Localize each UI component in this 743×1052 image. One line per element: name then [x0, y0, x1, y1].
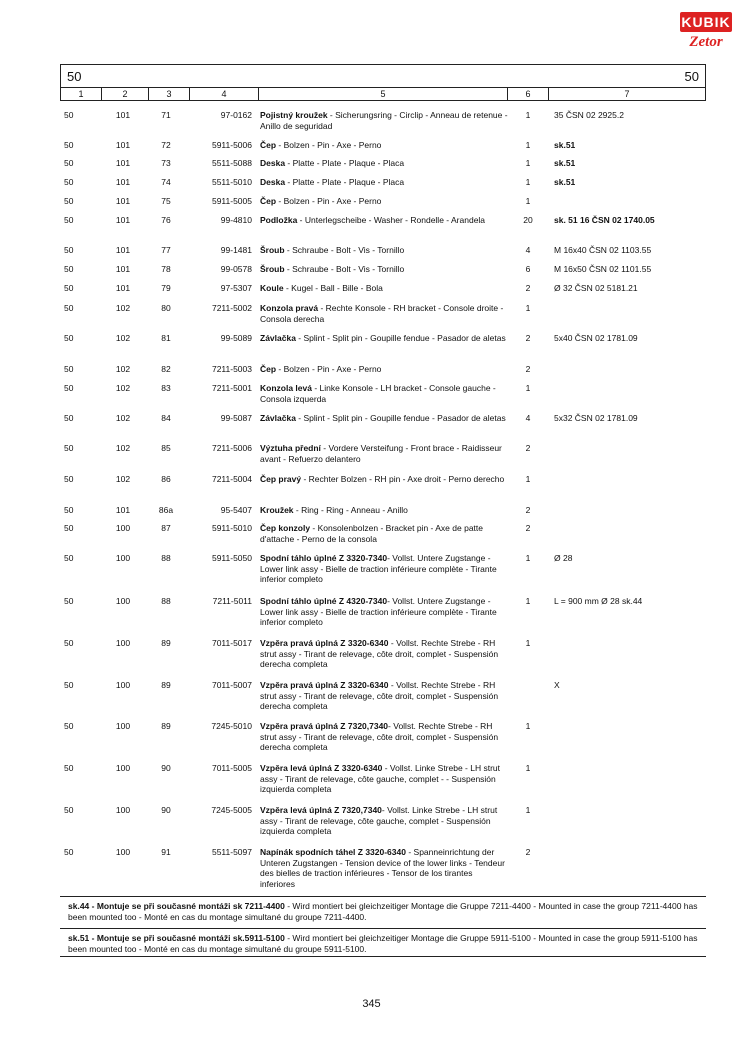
cell-c3: 77 — [161, 245, 171, 255]
cell-c3: 89 — [161, 721, 171, 731]
cell-c1: 50 — [64, 523, 74, 533]
col-header-3: 3 — [149, 88, 190, 100]
cell-c3: 75 — [161, 196, 171, 206]
cell-qty: 1 — [525, 763, 531, 773]
part-name: Kroužek — [260, 505, 294, 515]
cell-qty: 1 — [525, 596, 531, 606]
cell-note — [548, 363, 706, 375]
cell-description — [258, 595, 508, 628]
cell-qty: 1 — [525, 383, 531, 393]
cell-c4: 7211-5004 — [211, 474, 252, 484]
cell-c2: 100 — [115, 847, 131, 857]
cell-description — [258, 846, 508, 889]
cell-c4: 7211-5001 — [211, 383, 252, 393]
col-header-7: 7 — [624, 89, 630, 99]
part-name: Výztuha přední — [260, 443, 321, 453]
part-name: Vzpěra levá úplná Z 3320-6340 — [260, 763, 383, 773]
cell-c4: 99-5089 — [220, 333, 252, 343]
part-translations: - Schraube - Bolt - Vis - Tornillo — [284, 245, 405, 255]
cell-c1: 50 — [64, 805, 74, 815]
cell-c2: 102 — [115, 383, 131, 393]
section-bar — [60, 64, 706, 88]
cell-c4: 5911-5010 — [211, 523, 252, 533]
cell-note: M 16x40 ČSN 02 1103.55 — [554, 245, 652, 255]
cell-c3: 81 — [161, 333, 171, 343]
cell-note — [548, 637, 706, 670]
cell-note — [548, 846, 706, 889]
part-name: Deska — [260, 177, 286, 187]
cell-c1: 50 — [64, 245, 74, 255]
cell-c2: 101 — [115, 264, 131, 274]
table-row — [60, 139, 706, 151]
cell-description — [258, 332, 508, 344]
cell-description — [258, 282, 508, 294]
cell-c4: 5911-5050 — [211, 553, 252, 563]
cell-c4: 7211-5011 — [212, 596, 252, 606]
part-translations: - Rechter Bolzen - RH pin - Axe droit - Perno derecho — [301, 474, 505, 484]
table-row — [60, 473, 706, 485]
cell-c2: 100 — [115, 553, 131, 563]
cell-c3: 88 — [161, 553, 171, 563]
cell-description — [258, 363, 508, 375]
part-name: Čep pravý — [260, 474, 302, 484]
part-name: Napínák spodních táhel Z 3320-6340 — [260, 847, 406, 857]
table-row — [60, 522, 706, 544]
column-header — [60, 88, 706, 101]
cell-qty: 1 — [525, 805, 531, 815]
cell-note — [548, 302, 706, 324]
part-name: Konzola pravá — [260, 303, 319, 313]
cell-note — [548, 762, 706, 795]
cell-c2: 100 — [115, 805, 131, 815]
logo-brand: KUBIK — [681, 14, 731, 30]
part-name: Deska — [260, 158, 286, 168]
table-row — [60, 332, 706, 344]
cell-c3: 87 — [161, 523, 171, 533]
part-translations: - Splint - Split pin - Goupille fendue - Pasador de aletas — [295, 333, 506, 343]
cell-c4: 5511-5097 — [211, 847, 252, 857]
cell-c1: 50 — [64, 413, 74, 423]
cell-c4: 99-4810 — [220, 215, 252, 225]
cell-c3: 73 — [161, 158, 171, 168]
table-row — [60, 762, 706, 795]
cell-c2: 100 — [115, 680, 131, 690]
cell-c3: 86 — [161, 474, 171, 484]
cell-description — [258, 157, 508, 169]
cell-c1: 50 — [64, 443, 74, 453]
cell-c4: 7211-5003 — [211, 364, 252, 374]
cell-description — [258, 504, 508, 516]
col-header-6: 6 — [508, 88, 549, 100]
cell-description — [258, 214, 508, 226]
cell-c2: 101 — [115, 196, 131, 206]
part-translations: - Bolzen - Pin - Axe - Perno — [276, 140, 382, 150]
cell-c1: 50 — [64, 383, 74, 393]
part-name: Čep konzoly — [260, 523, 311, 533]
cell-note: X — [554, 680, 560, 690]
cell-c3: 82 — [161, 364, 171, 374]
cell-c4: 7011-5017 — [211, 638, 252, 648]
cell-c1: 50 — [64, 264, 74, 274]
footnote-text: - Wird montiert bei gleichzeitiger Montage die Gruppe 7211-4400 - Mounted in case the group 7211-4400 has been mounted too - Monté en cas du montage simultané du groupe 7211-4400. — [68, 901, 698, 922]
footnote — [60, 928, 706, 957]
cell-description — [258, 382, 508, 404]
cell-c1: 50 — [64, 215, 74, 225]
part-name: Konzola levá — [260, 383, 312, 393]
col-header-1: 1 — [61, 88, 102, 100]
cell-c2: 100 — [115, 721, 131, 731]
cell-c1: 50 — [64, 303, 74, 313]
cell-note — [548, 473, 706, 485]
part-name: Podložka — [260, 215, 298, 225]
cell-c3: 85 — [161, 443, 171, 453]
part-name: Vzpěra levá úplná Z 7320,7340 — [260, 805, 382, 815]
part-translations: - Platte - Plate - Plaque - Placa — [285, 158, 405, 168]
cell-c3: 86a — [158, 505, 174, 515]
cell-description — [258, 679, 508, 712]
logo-sub: Zetor — [689, 34, 723, 50]
table-row — [60, 244, 706, 256]
table-row — [60, 157, 706, 169]
part-translations: - Bolzen - Pin - Axe - Perno — [276, 364, 382, 374]
part-translations: - Rechte Konsole - RH bracket - Console droite - Consola derecha — [260, 303, 504, 324]
cell-note: 5x40 ČSN 02 1781.09 — [554, 333, 638, 343]
part-name: Závlačka — [260, 333, 296, 343]
cell-description — [258, 109, 508, 131]
part-translations: - Vollst. Rechte Strebe - RH strut assy - Tirant de relevage, côte droit, complet - Suspensión derecha completa — [260, 721, 499, 752]
cell-c1: 50 — [64, 680, 74, 690]
cell-qty: 1 — [525, 553, 531, 563]
cell-c1: 50 — [64, 196, 74, 206]
part-name: Vzpěra pravá úplná Z 7320,7340 — [260, 721, 389, 731]
cell-c4: 99-0578 — [220, 264, 252, 274]
cell-qty: 1 — [525, 140, 531, 150]
part-translations: - Splint - Split pin - Goupille fendue - Pasador de aletas — [295, 413, 506, 423]
cell-c3: 91 — [161, 847, 171, 857]
cell-qty: 6 — [525, 264, 531, 274]
cell-c2: 101 — [115, 158, 131, 168]
table-row — [60, 679, 706, 712]
cell-qty: 2 — [525, 364, 531, 374]
table-row — [60, 214, 706, 226]
cell-qty: 2 — [525, 333, 531, 343]
cell-qty: 1 — [525, 474, 531, 484]
cell-qty: 1 — [525, 303, 531, 313]
cell-qty: 2 — [525, 443, 531, 453]
cell-c4: 7211-5006 — [211, 443, 252, 453]
cell-qty — [508, 679, 548, 712]
cell-c3: 71 — [161, 110, 171, 120]
cell-description — [258, 302, 508, 324]
cell-c1: 50 — [64, 553, 74, 563]
cell-qty: 2 — [525, 523, 531, 533]
cell-c1: 50 — [64, 140, 74, 150]
col-header-5: 5 — [259, 88, 508, 100]
cell-note: Ø 32 ČSN 02 5181.21 — [554, 283, 638, 293]
cell-c3: 84 — [161, 413, 171, 423]
cell-c3: 72 — [161, 140, 171, 150]
cell-c4: 7011-5007 — [211, 680, 252, 690]
cell-qty: 1 — [525, 638, 531, 648]
cell-note — [548, 382, 706, 404]
cell-note — [548, 522, 706, 544]
cell-c2: 101 — [115, 283, 131, 293]
part-name: Čep — [260, 196, 277, 206]
cell-c2: 101 — [115, 177, 131, 187]
cell-c1: 50 — [64, 638, 74, 648]
cell-qty: 2 — [525, 847, 531, 857]
cell-note — [548, 195, 706, 207]
cell-c4: 5511-5010 — [211, 177, 252, 187]
cell-note — [548, 442, 706, 464]
col-header-4: 4 — [190, 88, 259, 100]
part-translations: - Vollst. Untere Zugstange - Lower link assy - Bielle de traction inférieure complète - Tirante inferior completo — [260, 553, 497, 584]
part-translations: - Unterlegscheibe - Washer - Rondelle - Arandela — [297, 215, 486, 225]
part-name: Pojistný kroužek — [260, 110, 328, 120]
cell-description — [258, 637, 508, 670]
cell-c2: 101 — [115, 245, 131, 255]
cell-c4: 5911-5006 — [211, 140, 252, 150]
cell-c1: 50 — [64, 763, 74, 773]
cell-description — [258, 804, 508, 837]
cell-qty: 20 — [523, 215, 533, 225]
cell-c4: 7211-5002 — [211, 303, 252, 313]
cell-c1: 50 — [64, 364, 74, 374]
part-name: Vzpěra pravá úplná Z 3320-6340 — [260, 680, 389, 690]
table-row — [60, 442, 706, 464]
part-translations: - Kugel - Ball - Bille - Bola — [283, 283, 383, 293]
cell-qty: 1 — [525, 721, 531, 731]
part-translations: - Spanneinrichtung der Unteren Zugstangen - Tension device of the lower links - Tendeur des bielles de traction inférieures - Tensor de los tirantes inferiores — [260, 847, 505, 889]
table-row — [60, 846, 706, 889]
cell-c2: 102 — [115, 474, 131, 484]
part-translations: - Vollst. Rechte Strebe - RH strut assy - Tirant de relevage, côte droit, complet - Suspensión derecha completa — [260, 680, 499, 711]
cell-qty: 1 — [525, 177, 531, 187]
cell-c2: 102 — [115, 333, 131, 343]
cell-c2: 102 — [115, 443, 131, 453]
cell-note — [548, 504, 706, 516]
cell-c4: 97-0162 — [220, 110, 252, 120]
cell-c3: 83 — [161, 383, 171, 393]
cell-description — [258, 720, 508, 753]
cell-qty: 1 — [525, 196, 531, 206]
table-row — [60, 109, 706, 131]
cell-c2: 100 — [115, 523, 131, 533]
section-right: 50 — [684, 69, 699, 84]
cell-qty: 4 — [525, 245, 531, 255]
cell-note: sk.51 — [554, 177, 576, 187]
table-row — [60, 595, 706, 628]
cell-c1: 50 — [64, 158, 74, 168]
cell-c3: 89 — [161, 638, 171, 648]
cell-c2: 100 — [115, 596, 131, 606]
cell-c3: 90 — [161, 763, 171, 773]
cell-c3: 90 — [161, 805, 171, 815]
cell-c2: 102 — [115, 364, 131, 374]
cell-c4: 5511-5088 — [211, 158, 252, 168]
cell-c3: 88 — [161, 596, 171, 606]
cell-description — [258, 522, 508, 544]
table-row — [60, 176, 706, 188]
part-translations: - Linke Konsole - LH bracket - Console gauche - Consola izquerda — [260, 383, 496, 404]
part-translations: - Platte - Plate - Plaque - Placa — [285, 177, 405, 187]
cell-c2: 100 — [115, 638, 131, 648]
cell-c1: 50 — [64, 110, 74, 120]
footnote-label: sk.44 - Montuje se při současné montáži sk 7211-4400 — [68, 901, 285, 911]
cell-c1: 50 — [64, 505, 74, 515]
part-translations: - Vollst. Rechte Strebe - RH strut assy - Tirant de relevage, côte droit, complet - Suspensión derecha completa — [260, 638, 499, 669]
footnote-label: sk.51 - Montuje se při současné montáži sk.5911-5100 — [68, 933, 285, 943]
cell-c2: 101 — [115, 215, 131, 225]
section-left: 50 — [67, 69, 82, 84]
part-translations: - Ring - Ring - Anneau - Anillo — [293, 505, 408, 515]
part-name: Spodní táhlo úplné Z 3320-7340 — [260, 553, 388, 563]
cell-c3: 79 — [161, 283, 171, 293]
part-translations: - Schraube - Bolt - Vis - Tornillo — [284, 264, 405, 274]
kubik-zetor-logo — [680, 12, 732, 62]
cell-c1: 50 — [64, 721, 74, 731]
table-row — [60, 195, 706, 207]
footnotes — [60, 896, 706, 957]
cell-note: L = 900 mm Ø 28 sk.44 — [554, 596, 643, 606]
part-translations: - Vollst. Linke Strebe - LH strut assy - Tirant de relevage, côte gauche, complet - Suspensión izquierda completa — [260, 805, 498, 836]
cell-description — [258, 176, 508, 188]
part-name: Vzpěra pravá úplná Z 3320-6340 — [260, 638, 389, 648]
cell-c2: 101 — [115, 110, 131, 120]
cell-qty: 4 — [525, 413, 531, 423]
cell-c2: 101 — [115, 505, 131, 515]
part-translations: - Sicherungsring - Circlip - Anneau de retenue - Anillo de seguridad — [260, 110, 508, 131]
table-row — [60, 720, 706, 753]
cell-qty: 1 — [525, 158, 531, 168]
cell-qty: 2 — [525, 283, 531, 293]
cell-c4: 5911-5005 — [211, 196, 252, 206]
cell-c4: 7245-5010 — [211, 721, 252, 731]
table-row — [60, 804, 706, 837]
cell-description — [258, 762, 508, 795]
part-name: Čep — [260, 140, 277, 150]
cell-note: 35 ČSN 02 2925.2 — [554, 110, 624, 120]
cell-c4: 7245-5005 — [211, 805, 252, 815]
part-name: Šroub — [260, 264, 285, 274]
part-translations: - Vollst. Untere Zugstange - Lower link assy - Bielle de traction inférieure complète - Tirante inferior completo — [260, 596, 497, 627]
part-name: Koule — [260, 283, 284, 293]
cell-c3: 89 — [161, 680, 171, 690]
cell-note: sk.51 — [554, 158, 576, 168]
cell-description — [258, 412, 508, 424]
cell-description — [258, 473, 508, 485]
cell-c2: 100 — [115, 763, 131, 773]
table-row — [60, 363, 706, 375]
cell-c1: 50 — [64, 847, 74, 857]
cell-note: sk.51 — [554, 140, 576, 150]
cell-c3: 78 — [161, 264, 171, 274]
cell-qty: 1 — [525, 110, 531, 120]
cell-c3: 74 — [161, 177, 171, 187]
cell-description — [258, 263, 508, 275]
part-translations: - Konsolenbolzen - Bracket pin - Axe de patte d'attache - Perno de la consola — [260, 523, 483, 544]
cell-description — [258, 244, 508, 256]
cell-c1: 50 — [64, 474, 74, 484]
part-name: Čep — [260, 364, 277, 374]
cell-c4: 99-1481 — [220, 245, 252, 255]
cell-c4: 95-5407 — [220, 505, 252, 515]
cell-c1: 50 — [64, 596, 74, 606]
footnote — [60, 896, 706, 924]
cell-c1: 50 — [64, 333, 74, 343]
cell-note: 5x32 ČSN 02 1781.09 — [554, 413, 638, 423]
cell-c1: 50 — [64, 177, 74, 187]
cell-c4: 97-5307 — [220, 283, 252, 293]
cell-description — [258, 442, 508, 464]
parts-table — [60, 64, 706, 889]
footnote-text: - Wird montiert bei gleichzeitiger Montage die Gruppe 5911-5100 - Mounted in case the group 5911-5100 has been mounted too - Monté en cas du montage simultané du groupe 5911-5100. — [68, 933, 698, 954]
cell-note — [548, 804, 706, 837]
cell-c2: 102 — [115, 413, 131, 423]
table-row — [60, 552, 706, 585]
col-header-2: 2 — [102, 88, 149, 100]
table-row — [60, 382, 706, 404]
part-name: Závlačka — [260, 413, 296, 423]
cell-c2: 102 — [115, 303, 131, 313]
cell-c2: 101 — [115, 140, 131, 150]
cell-description — [258, 552, 508, 585]
cell-note: Ø 28 — [554, 553, 573, 563]
part-name: Šroub — [260, 245, 285, 255]
cell-note: sk. 51 16 ČSN 02 1740.05 — [554, 215, 655, 225]
cell-c1: 50 — [64, 283, 74, 293]
table-row — [60, 637, 706, 670]
table-row — [60, 504, 706, 516]
cell-description — [258, 195, 508, 207]
part-translations: - Bolzen - Pin - Axe - Perno — [276, 196, 382, 206]
table-row — [60, 412, 706, 424]
cell-c4: 7011-5005 — [211, 763, 252, 773]
table-row — [60, 282, 706, 294]
page-number: 345 — [362, 998, 381, 1010]
table-row — [60, 302, 706, 324]
cell-c3: 80 — [161, 303, 171, 313]
cell-note — [548, 720, 706, 753]
part-name: Spodní táhlo úplné Z 4320-7340 — [260, 596, 388, 606]
part-translations: - Vollst. Linke Strebe - LH strut assy - Tirant de relevage, côte gauche, complet - - Suspensión izquierda completa — [260, 763, 501, 794]
cell-note: M 16x50 ČSN 02 1101.55 — [554, 264, 652, 274]
cell-description — [258, 139, 508, 151]
part-translations: - Vordere Versteifung - Front brace - Raidisseur avant - Refuerzo delantero — [260, 443, 502, 464]
cell-c4: 99-5087 — [220, 413, 252, 423]
cell-qty: 2 — [525, 505, 531, 515]
cell-c3: 76 — [161, 215, 171, 225]
table-row — [60, 263, 706, 275]
